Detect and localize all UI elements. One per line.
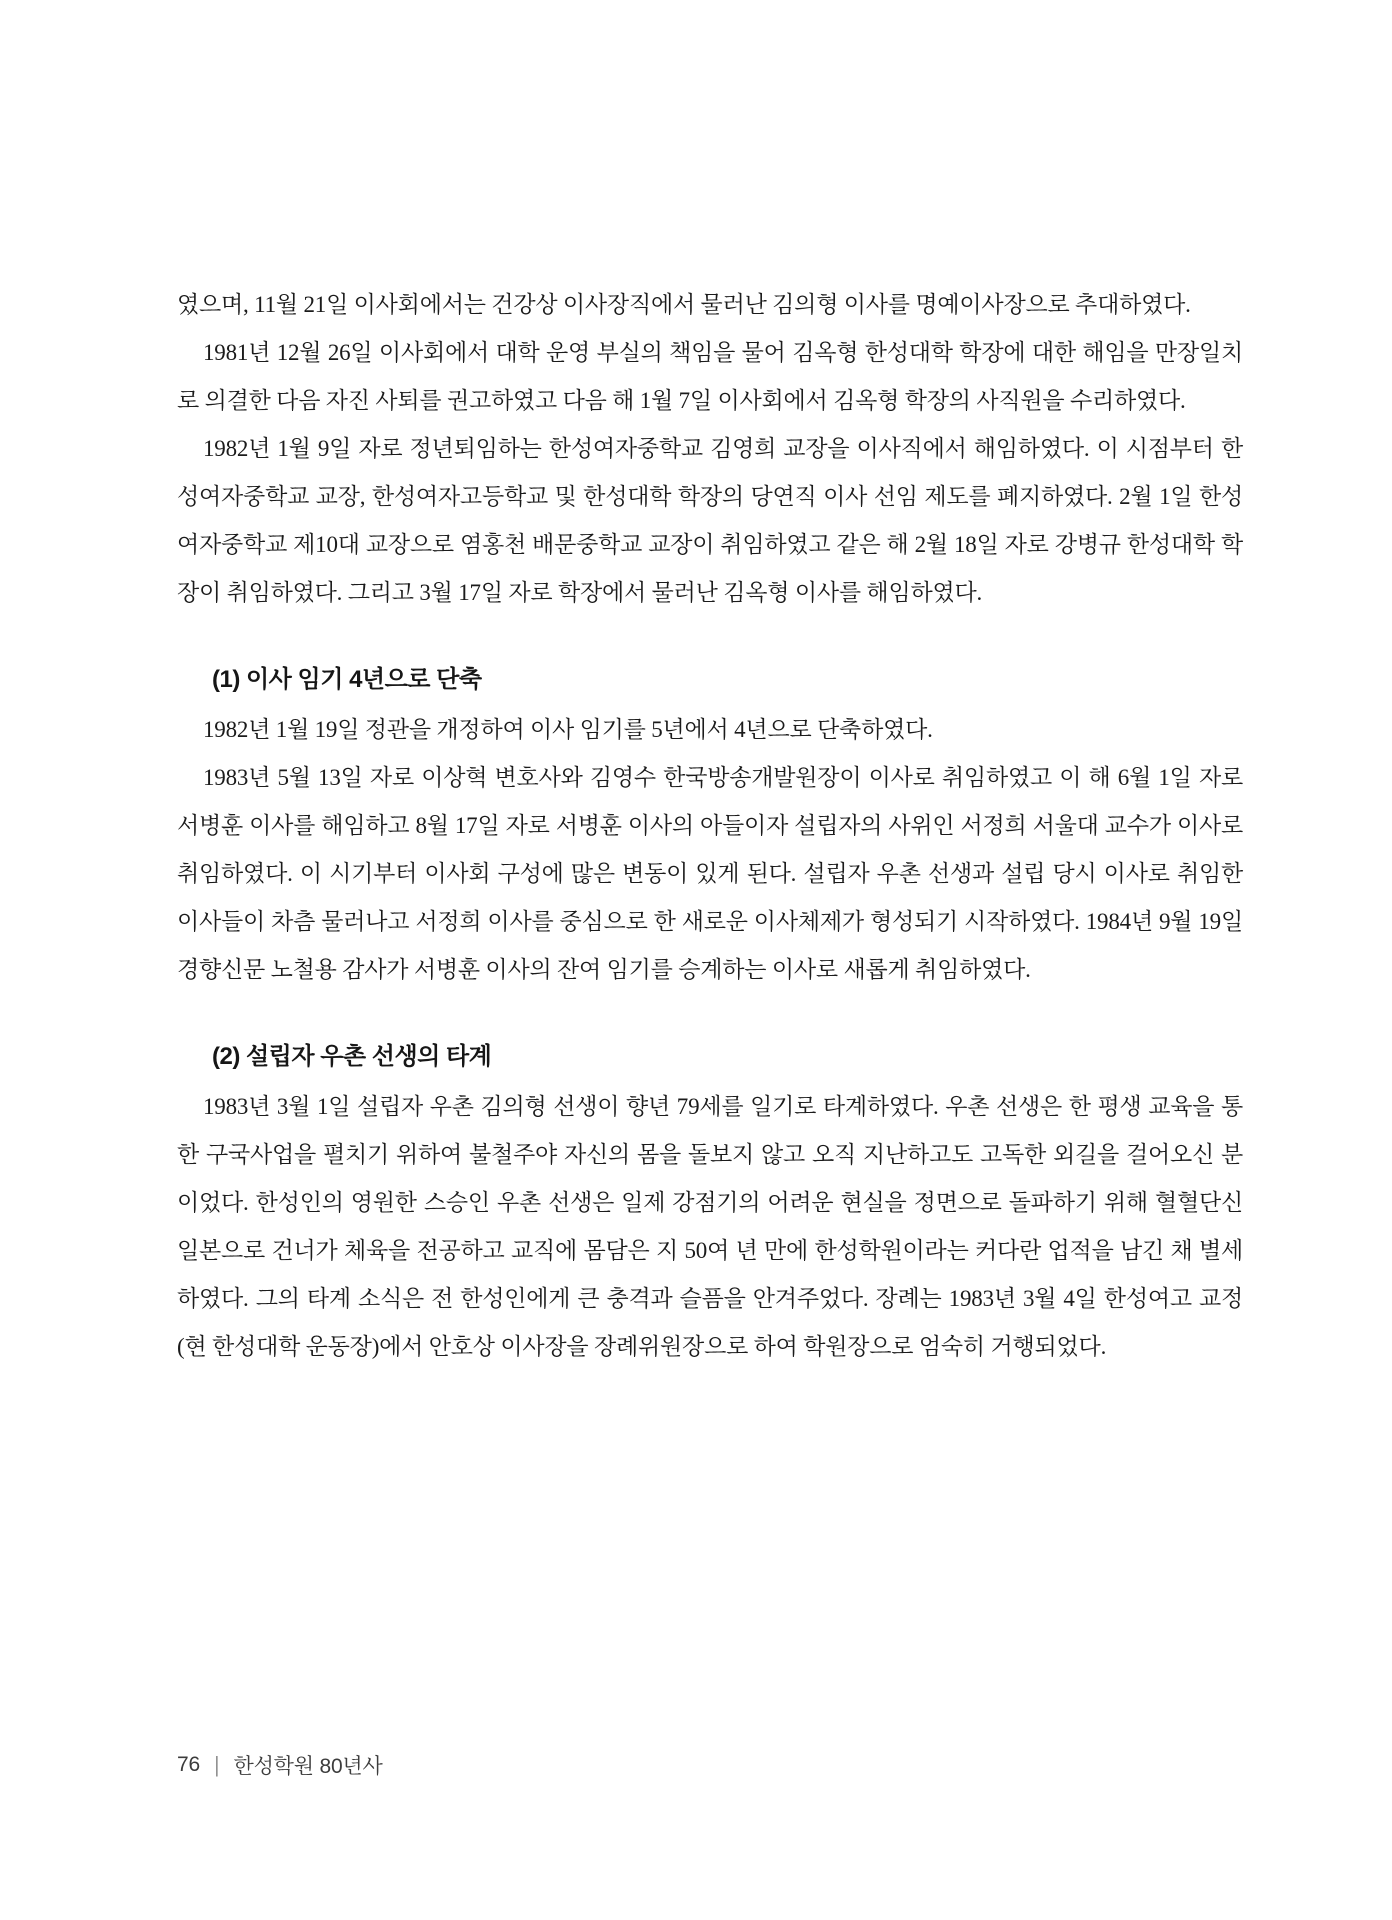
body-paragraph: 1983년 3월 1일 설립자 우촌 김의형 선생이 향년 79세를 일기로 타계하였다. 우촌 선생은 한 평생 교육을 통한 구국사업을 펼치기 위하여 불철주야 자신의 몸을 돌보지 않고 오직 지난하고도 고독한 외길을 걸어오신 분이었다. 한성인의 영원한 스승인 우촌 선생은 일제 강점기의 어려운 현실을 정면으로 돌파하기 위해 혈혈단신 일본으로 건너가 체육을 전공하고 교직에 몸담은 지 50여 년 만에 한성학원이라는 커다란 업적을 남긴 채 별세하였다. 그의 타계 소식은 전 한성인에게 큰 충격과 슬픔을 안겨주었다. 장례는 1983년 3월 4일 한성여고 교정(현 한성대학 운동장)에서 안호상 이사장을 장례위원장으로 하여 학원장으로 엄숙히 거행되었다. [177, 1094, 1243, 1359]
section-heading-2: (2) 설립자 우촌 선생의 타계 [212, 1043, 492, 1070]
book-title: 한성학원 80년사 [233, 1755, 383, 1778]
section-heading-1: (1) 이사 임기 4년으로 단축 [212, 666, 482, 693]
body-paragraph: 였으며, 11월 21일 이사회에서는 건강상 이사장직에서 물러난 김의형 이사를 명예이사장으로 추대하였다. [177, 292, 1191, 317]
page-body [177, 281, 1243, 1371]
body-paragraph: 1982년 1월 19일 정관을 개정하여 이사 임기를 5년에서 4년으로 단축하였다. [203, 717, 933, 742]
footer-separator: | [214, 1752, 219, 1777]
page-footer [177, 1750, 383, 1780]
body-paragraph: 1983년 5월 13일 자로 이상혁 변호사와 김영수 한국방송개발원장이 이사로 취임하였고 이 해 6월 1일 자로 서병훈 이사를 해임하고 8월 17일 자로 서병훈 이사의 아들이자 설립자의 사위인 서정희 서울대 교수가 이사로 취임하였다. 이 시기부터 이사회 구성에 많은 변동이 있게 된다. 설립자 우촌 선생과 설립 당시 이사로 취임한 이사들이 차츰 물러나고 서정희 이사를 중심으로 한 새로운 이사체제가 형성되기 시작하였다. 1984년 9월 19일 경향신문 노철용 감사가 서병훈 이사의 잔여 임기를 승계하는 이사로 새롭게 취임하였다. [177, 765, 1243, 982]
body-paragraph: 1981년 12월 26일 이사회에서 대학 운영 부실의 책임을 물어 김옥형 한성대학 학장에 대한 해임을 만장일치로 의결한 다음 자진 사퇴를 권고하였고 다음 해 1월 7일 이사회에서 김옥형 학장의 사직원을 수리하였다. [177, 340, 1243, 413]
page-number: 76 [177, 1753, 200, 1776]
body-paragraph: 1982년 1월 9일 자로 정년퇴임하는 한성여자중학교 김영희 교장을 이사직에서 해임하였다. 이 시점부터 한성여자중학교 교장, 한성여자고등학교 및 한성대학 학장의 당연직 이사 선임 제도를 폐지하였다. 2월 1일 한성여자중학교 제10대 교장으로 염홍천 배문중학교 교장이 취임하였고 같은 해 2월 18일 자로 강병규 한성대학 학장이 취임하였다. 그리고 3월 17일 자로 학장에서 물러난 김옥형 이사를 해임하였다. [177, 436, 1243, 605]
